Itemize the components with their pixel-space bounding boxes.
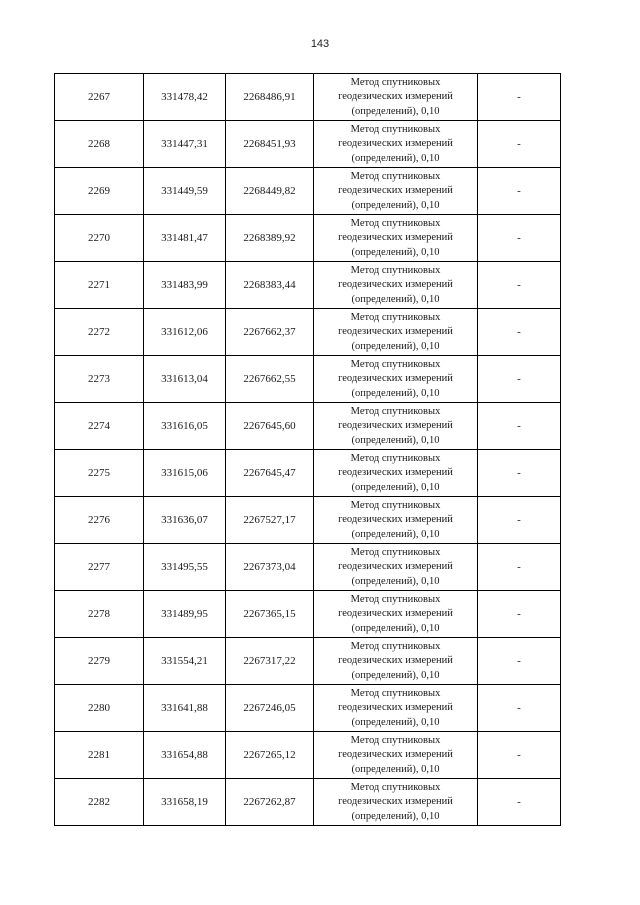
method-text-line: Метод спутниковых (350, 311, 441, 323)
method-text-line: геодезических измерений (338, 185, 453, 197)
table-row (55, 309, 561, 356)
point-number-cell: 2276 (55, 497, 144, 544)
note-cell: - (478, 215, 561, 262)
method-text-line: (определений), 0,10 (351, 481, 440, 493)
method-text-line: геодезических измерений (338, 467, 453, 479)
method-cell (314, 262, 478, 309)
method-text-line: Метод спутниковых (350, 687, 441, 699)
method-text-line: (определений), 0,10 (351, 575, 440, 587)
point-number-cell: 2273 (55, 356, 144, 403)
y-coordinate-cell: 2267246,05 (226, 685, 314, 732)
method-text-line: Метод спутниковых (350, 405, 441, 417)
table-row (55, 168, 561, 215)
table-row (55, 215, 561, 262)
method-cell (314, 215, 478, 262)
method-text-line: (определений), 0,10 (351, 105, 440, 117)
method-text-line: геодезических измерений (338, 232, 453, 244)
method-text-line: Метод спутниковых (350, 264, 441, 276)
x-coordinate-cell: 331641,88 (144, 685, 226, 732)
table-row (55, 685, 561, 732)
method-cell (314, 309, 478, 356)
method-text-line: (определений), 0,10 (351, 387, 440, 399)
table-row (55, 356, 561, 403)
method-text-line: (определений), 0,10 (351, 763, 440, 775)
x-coordinate-cell: 331481,47 (144, 215, 226, 262)
x-coordinate-cell: 331483,99 (144, 262, 226, 309)
point-number-cell: 2268 (55, 121, 144, 168)
x-coordinate-cell: 331478,42 (144, 74, 226, 121)
point-number-cell: 2280 (55, 685, 144, 732)
table-row (55, 544, 561, 591)
method-text-line: (определений), 0,10 (351, 340, 440, 352)
method-text-line: Метод спутниковых (350, 452, 441, 464)
method-text-line: (определений), 0,10 (351, 669, 440, 681)
point-number-cell: 2267 (55, 74, 144, 121)
point-number-cell: 2272 (55, 309, 144, 356)
coordinates-table (54, 73, 561, 826)
note-cell: - (478, 685, 561, 732)
method-text-line: геодезических измерений (338, 561, 453, 573)
method-text-line: Метод спутниковых (350, 781, 441, 793)
method-text-line: (определений), 0,10 (351, 434, 440, 446)
note-cell: - (478, 121, 561, 168)
method-text-line: (определений), 0,10 (351, 716, 440, 728)
note-cell: - (478, 732, 561, 779)
method-text-line: Метод спутниковых (350, 358, 441, 370)
method-text-line: геодезических измерений (338, 655, 453, 667)
table-row (55, 591, 561, 638)
point-number-cell: 2275 (55, 450, 144, 497)
method-text-line: геодезических измерений (338, 608, 453, 620)
method-cell (314, 732, 478, 779)
method-text-line: Метод спутниковых (350, 546, 441, 558)
table-row (55, 74, 561, 121)
method-cell (314, 497, 478, 544)
note-cell: - (478, 544, 561, 591)
y-coordinate-cell: 2267527,17 (226, 497, 314, 544)
method-cell (314, 779, 478, 826)
y-coordinate-cell: 2267265,12 (226, 732, 314, 779)
method-cell (314, 121, 478, 168)
y-coordinate-cell: 2267373,04 (226, 544, 314, 591)
method-text-line: геодезических измерений (338, 420, 453, 432)
method-text-line: (определений), 0,10 (351, 246, 440, 258)
point-number-cell: 2269 (55, 168, 144, 215)
note-cell: - (478, 262, 561, 309)
method-text-line: Метод спутниковых (350, 640, 441, 652)
method-text-line: (определений), 0,10 (351, 152, 440, 164)
method-cell (314, 403, 478, 450)
table-row (55, 497, 561, 544)
x-coordinate-cell: 331654,88 (144, 732, 226, 779)
method-text-line: геодезических измерений (338, 702, 453, 714)
method-text-line: (определений), 0,10 (351, 622, 440, 634)
method-text-line: Метод спутниковых (350, 170, 441, 182)
method-text-line: геодезических измерений (338, 138, 453, 150)
method-cell (314, 450, 478, 497)
table-row (55, 779, 561, 826)
point-number-cell: 2271 (55, 262, 144, 309)
point-number-cell: 2282 (55, 779, 144, 826)
method-cell (314, 356, 478, 403)
y-coordinate-cell: 2267645,47 (226, 450, 314, 497)
method-cell (314, 638, 478, 685)
note-cell: - (478, 403, 561, 450)
coordinates-table-body (55, 74, 561, 826)
note-cell: - (478, 779, 561, 826)
note-cell: - (478, 356, 561, 403)
table-row (55, 121, 561, 168)
method-cell (314, 591, 478, 638)
note-cell: - (478, 638, 561, 685)
method-text-line: Метод спутниковых (350, 499, 441, 511)
method-text-line: геодезических измерений (338, 796, 453, 808)
method-cell (314, 74, 478, 121)
table-row (55, 732, 561, 779)
point-number-cell: 2274 (55, 403, 144, 450)
method-text-line: геодезических измерений (338, 91, 453, 103)
method-text-line: геодезических измерений (338, 326, 453, 338)
y-coordinate-cell: 2268389,92 (226, 215, 314, 262)
x-coordinate-cell: 331447,31 (144, 121, 226, 168)
method-text-line: геодезических измерений (338, 373, 453, 385)
note-cell: - (478, 168, 561, 215)
note-cell: - (478, 591, 561, 638)
x-coordinate-cell: 331613,04 (144, 356, 226, 403)
y-coordinate-cell: 2268451,93 (226, 121, 314, 168)
point-number-cell: 2277 (55, 544, 144, 591)
point-number-cell: 2270 (55, 215, 144, 262)
point-number-cell: 2278 (55, 591, 144, 638)
y-coordinate-cell: 2268486,91 (226, 74, 314, 121)
method-text-line: (определений), 0,10 (351, 528, 440, 540)
method-text-line: геодезических измерений (338, 279, 453, 291)
y-coordinate-cell: 2267662,37 (226, 309, 314, 356)
table-row (55, 638, 561, 685)
x-coordinate-cell: 331612,06 (144, 309, 226, 356)
y-coordinate-cell: 2267662,55 (226, 356, 314, 403)
x-coordinate-cell: 331658,19 (144, 779, 226, 826)
method-text-line: Метод спутниковых (350, 217, 441, 229)
table-row (55, 403, 561, 450)
y-coordinate-cell: 2267317,22 (226, 638, 314, 685)
y-coordinate-cell: 2267365,15 (226, 591, 314, 638)
x-coordinate-cell: 331489,95 (144, 591, 226, 638)
method-text-line: Метод спутниковых (350, 734, 441, 746)
table-row (55, 262, 561, 309)
method-text-line: Метод спутниковых (350, 76, 441, 88)
y-coordinate-cell: 2268449,82 (226, 168, 314, 215)
table-row (55, 450, 561, 497)
method-cell (314, 685, 478, 732)
method-text-line: Метод спутниковых (350, 593, 441, 605)
note-cell: - (478, 74, 561, 121)
method-text-line: геодезических измерений (338, 749, 453, 761)
x-coordinate-cell: 331616,05 (144, 403, 226, 450)
point-number-cell: 2281 (55, 732, 144, 779)
x-coordinate-cell: 331615,06 (144, 450, 226, 497)
y-coordinate-cell: 2267645,60 (226, 403, 314, 450)
method-cell (314, 544, 478, 591)
point-number-cell: 2279 (55, 638, 144, 685)
method-cell (314, 168, 478, 215)
x-coordinate-cell: 331449,59 (144, 168, 226, 215)
page-number: 143 (310, 38, 330, 50)
method-text-line: геодезических измерений (338, 514, 453, 526)
method-text-line: (определений), 0,10 (351, 199, 440, 211)
note-cell: - (478, 497, 561, 544)
method-text-line: Метод спутниковых (350, 123, 441, 135)
note-cell: - (478, 450, 561, 497)
y-coordinate-cell: 2267262,87 (226, 779, 314, 826)
x-coordinate-cell: 331554,21 (144, 638, 226, 685)
method-text-line: (определений), 0,10 (351, 810, 440, 822)
y-coordinate-cell: 2268383,44 (226, 262, 314, 309)
note-cell: - (478, 309, 561, 356)
x-coordinate-cell: 331636,07 (144, 497, 226, 544)
method-text-line: (определений), 0,10 (351, 293, 440, 305)
x-coordinate-cell: 331495,55 (144, 544, 226, 591)
